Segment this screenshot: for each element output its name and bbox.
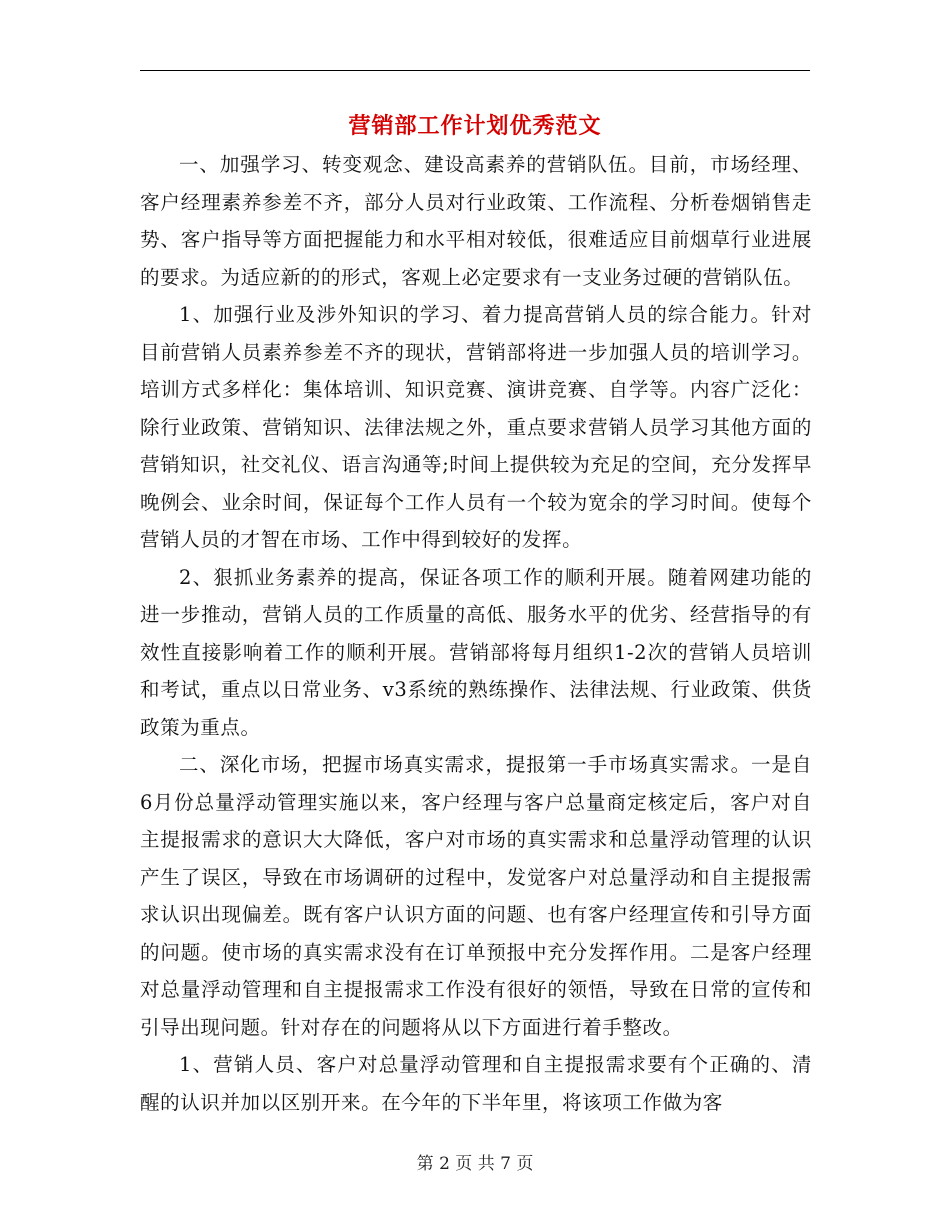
paragraph-5: 1、营销人员、客户对总量浮动管理和自主提报需求要有个正确的、清醒的认识并加以区别开来。在今年的下半年里，将该项工作做为客	[140, 1053, 812, 1114]
paragraph-2: 1、加强行业及涉外知识的学习、着力提高营销人员的综合能力。针对目前营销人员素养参差不齐的现状，营销部将进一步加强人员的培训学习。培训方式多样化：集体培训、知识竞赛、演讲竞赛、自学等。内容广泛化：除行业政策、营销知识、法律法规之外，重点要求营销人员学习其他方面的营销知识，社交礼仪、语言沟通等;时间上提供较为充足的空间，充分发挥早晚例会、业余时间，保证每个工作人员有一个较为宽余的学习时间。使每个营销人员的才智在市场、工作中得到较好的发挥。	[140, 303, 812, 551]
page-number: 第 2 页 共 7 页	[416, 1154, 534, 1174]
document-title: 营销部工作计划优秀范文	[348, 113, 602, 139]
paragraph-1: 一、加强学习、转变观念、建设高素养的营销队伍。目前，市场经理、客户经理素养参差不齐，部分人员对行业政策、工作流程、分析卷烟销售走势、客户指导等方面把握能力和水平相对较低，很难适应目前烟草行业进展的要求。为适应新的的形式，客观上必定要求有一支业务过硬的营销队伍。	[140, 153, 812, 289]
paragraph-3: 2、狠抓业务素养的提高，保证各项工作的顺利开展。随着网建功能的进一步推动，营销人员的工作质量的高低、服务水平的优劣、经营指导的有效性直接影响着工作的顺利开展。营销部将每月组织1-2次的营销人员培训和考试，重点以日常业务、v3系统的熟练操作、法律法规、行业政策、供货政策为重点。	[140, 565, 812, 739]
header-rule	[140, 70, 810, 71]
paragraph-4: 二、深化市场，把握市场真实需求，提报第一手市场真实需求。一是自6月份总量浮动管理实施以来，客户经理与客户总量商定核定后，客户对自主提报需求的意识大大降低，客户对市场的真实需求和总量浮动管理的认识产生了误区，导致在市场调研的过程中，发觉客户对总量浮动和自主提报需求认识出现偏差。既有客户认识方面的问题、也有客户经理宣传和引导方面的问题。使市场的真实需求没有在订单预报中充分发挥作用。二是客户经理对总量浮动管理和自主提报需求工作没有很好的领悟，导致在日常的宣传和引导出现问题。针对存在的问题将从以下方面进行着手整改。	[140, 753, 812, 1039]
document-body	[140, 146, 812, 1121]
